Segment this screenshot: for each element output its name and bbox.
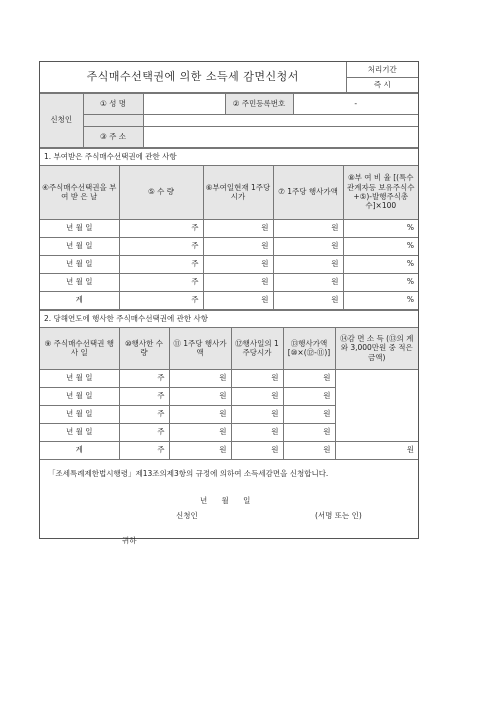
market-cell[interactable]: 원 [231,387,283,405]
exercise-cell[interactable]: 원 [273,237,343,255]
table-row [40,219,418,237]
total-amount-cell[interactable]: 원 [283,441,335,459]
ratio-cell[interactable]: % [343,237,418,255]
form-header [40,62,418,93]
total-label: 계 [40,291,119,309]
table-row [40,273,418,291]
section1-title: 1. 부여받은 주식매수선택권에 관한 사항 [40,148,418,165]
section1-header-qty: ⑤ 수 량 [119,165,203,219]
section2-header-reduction: ⑭감 면 소 득 (⑬의 계와 3,000만원 중 적은금액) [335,327,418,369]
qty-cell[interactable]: 주 [119,369,169,387]
applicant-sign-label: 신청인 [176,510,198,520]
form-title: 주식매수선택권에 의한 소득세 감면신청서 [40,62,346,92]
price-cell[interactable]: 원 [203,219,273,237]
table-row [40,369,418,387]
exercise-cell[interactable]: 원 [169,387,231,405]
name-label: ① 성 명 [83,93,143,114]
grant-date-cell[interactable]: 년 월 일 [40,219,119,237]
rrn-label: ② 주민등록번호 [225,93,293,114]
section2-header-date: ⑨ 주식매수선택권 행 사 일 [40,327,119,369]
exercise-cell[interactable]: 원 [273,219,343,237]
section2 [40,310,418,460]
grant-date-cell[interactable]: 년 월 일 [40,255,119,273]
total-qty-cell[interactable]: 주 [119,291,203,309]
section1-header-price: ⑥부여일현재 1주당시가 [203,165,273,219]
qty-cell[interactable]: 주 [119,423,169,441]
exercise-date-cell[interactable]: 년 월 일 [40,387,119,405]
total-ratio-cell[interactable]: % [343,291,418,309]
exercise-cell[interactable]: 원 [169,405,231,423]
address-field[interactable] [143,126,418,147]
qty-cell[interactable]: 주 [119,405,169,423]
section2-header-amount: ⑬행사가액 [⑩×(⑫-⑪)] [283,327,335,369]
qty-cell[interactable]: 주 [119,273,203,291]
section2-header-exercise: ⑪ 1주당 행사가액 [169,327,231,369]
name-label-spacer [83,114,143,126]
application-statement: 「조세특례제한법시행령」제13조의제3항의 규정에 의하여 소득세감면을 신청합니다. [48,468,329,478]
ratio-cell[interactable]: % [343,255,418,273]
market-cell[interactable]: 원 [231,369,283,387]
total-reduction-cell[interactable]: 원 [335,441,418,459]
name-field[interactable] [143,93,225,114]
applicant-section [40,93,418,148]
price-cell[interactable]: 원 [203,255,273,273]
ratio-cell[interactable]: % [343,273,418,291]
grant-date-cell[interactable]: 년 월 일 [40,273,119,291]
price-cell[interactable]: 원 [203,273,273,291]
exercise-cell[interactable]: 원 [273,255,343,273]
exercise-cell[interactable]: 원 [169,369,231,387]
section1-header-date: ④주식매수선택권을 부 여 받 은 날 [40,165,119,219]
total-qty-cell[interactable]: 주 [119,441,169,459]
section1-header-exercise: ⑦ 1주당 행사가액 [273,165,343,219]
exercise-cell[interactable]: 원 [273,273,343,291]
processing-period-value: 즉 시 [346,77,418,92]
section2-header-market: ⑫행사일의 1주당시가 [231,327,283,369]
market-cell[interactable]: 원 [231,423,283,441]
blank-row [143,114,418,126]
total-exercise-cell[interactable]: 원 [273,291,343,309]
application-form [39,61,419,545]
section1 [40,148,418,310]
recipient-label: 귀하 [122,535,137,545]
qty-cell[interactable]: 주 [119,237,203,255]
qty-cell[interactable]: 주 [119,387,169,405]
section2-header-qty: ⑩행사한 수 량 [119,327,169,369]
grant-date-cell[interactable]: 년 월 일 [40,237,119,255]
price-cell[interactable]: 원 [203,237,273,255]
table-row [40,237,418,255]
section2-title: 2. 당해연도에 행사한 주식매수선택권에 관한 사항 [40,310,418,327]
exercise-date-cell[interactable]: 년 월 일 [40,405,119,423]
processing-period-label: 처리기간 [346,62,418,77]
amount-cell[interactable]: 원 [283,405,335,423]
qty-cell[interactable]: 주 [119,255,203,273]
market-cell[interactable]: 원 [231,405,283,423]
form-footer [40,460,418,548]
section1-header-ratio: ⑧부 여 비 율 [(특수관계자등 보유주식수+⑤)-발행주식총수]×100 [343,165,418,219]
total-row [40,291,418,309]
table-row [40,255,418,273]
total-label: 계 [40,441,119,459]
qty-cell[interactable]: 주 [119,219,203,237]
exercise-date-cell[interactable]: 년 월 일 [40,423,119,441]
application-date[interactable]: 년 월 일 [200,495,251,505]
applicant-label: 신청인 [40,93,83,147]
amount-cell[interactable]: 원 [283,369,335,387]
amount-cell[interactable]: 원 [283,387,335,405]
exercise-date-cell[interactable]: 년 월 일 [40,369,119,387]
total-exercise-cell[interactable]: 원 [169,441,231,459]
ratio-cell[interactable]: % [343,219,418,237]
exercise-cell[interactable]: 원 [169,423,231,441]
amount-cell[interactable]: 원 [283,423,335,441]
total-row [40,441,418,459]
total-price-cell[interactable]: 원 [203,291,273,309]
address-label: ③ 주 소 [83,126,143,147]
total-market-cell[interactable]: 원 [231,441,283,459]
rrn-field[interactable]: - [293,93,418,114]
reduction-cell[interactable] [335,369,418,441]
signature-field[interactable]: (서명 또는 인) [315,510,362,520]
